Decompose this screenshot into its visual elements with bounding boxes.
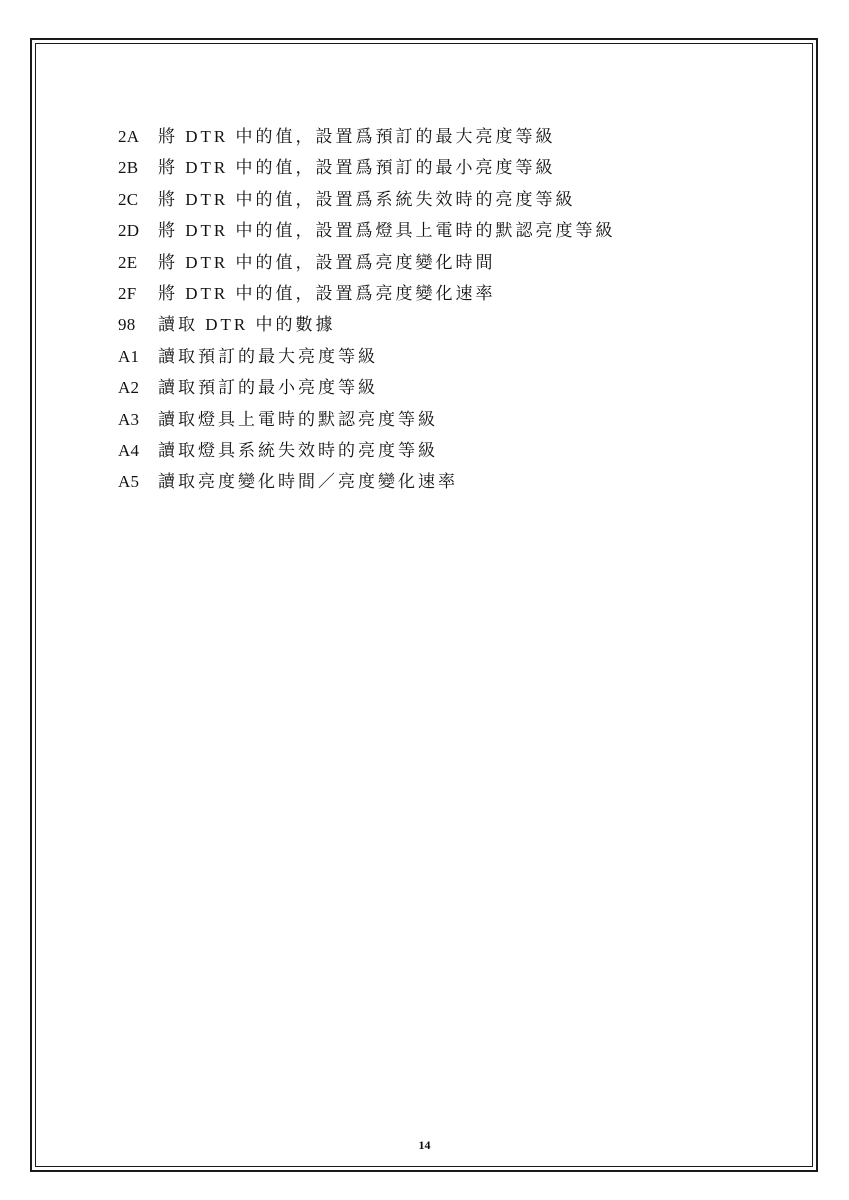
- command-item-2f: [118, 278, 616, 309]
- command-code: 2A: [118, 127, 140, 146]
- command-code: 2F: [118, 283, 137, 303]
- command-item-2b: [118, 152, 616, 183]
- command-description: 將 DTR 中的值，設置爲系統失效時的亮度等級: [158, 189, 576, 209]
- command-code: 98: [118, 315, 136, 335]
- command-description: 將 DTR 中的值，設置爲亮度變化時間: [158, 252, 496, 272]
- command-description: 讀取預訂的最大亮度等級: [158, 346, 378, 366]
- command-code: 2E: [118, 252, 138, 272]
- command-code: A5: [118, 472, 140, 492]
- command-item-2a: [118, 121, 616, 152]
- command-item-2d: [118, 215, 616, 246]
- command-item-a4: [118, 435, 616, 466]
- command-description: 將 DTR 中的值，設置爲預訂的最大亮度等級: [158, 127, 556, 146]
- command-description: 將 DTR 中的值，設置爲燈具上電時的默認亮度等級: [158, 221, 616, 241]
- command-item-a1: [118, 341, 616, 372]
- page-number: 14: [418, 1138, 431, 1152]
- command-code: 2C: [118, 189, 139, 209]
- command-item-a5: [118, 466, 616, 497]
- command-code: A2: [118, 378, 140, 398]
- command-description: 將 DTR 中的值，設置爲預訂的最小亮度等級: [158, 158, 556, 178]
- command-code: A1: [118, 346, 140, 366]
- command-item-a2: [118, 372, 616, 403]
- command-item-98: [118, 309, 616, 340]
- command-description: 讀取燈具系統失效時的亮度等級: [158, 440, 438, 460]
- command-description: 讀取 DTR 中的數據: [158, 315, 336, 335]
- command-description: 讀取亮度變化時間／亮度變化速率: [158, 472, 458, 492]
- command-code: 2B: [118, 158, 139, 178]
- command-description: 讀取預訂的最小亮度等級: [158, 378, 378, 398]
- command-item-2e: [118, 247, 616, 278]
- command-description: 將 DTR 中的值，設置爲亮度變化速率: [158, 283, 496, 303]
- command-item-a3: [118, 404, 616, 435]
- command-item-2c: [118, 184, 616, 215]
- command-list: [118, 121, 616, 498]
- command-code: 2D: [118, 221, 140, 241]
- command-code: A4: [118, 440, 140, 460]
- command-description: 讀取燈具上電時的默認亮度等級: [158, 409, 438, 429]
- command-code: A3: [118, 409, 140, 429]
